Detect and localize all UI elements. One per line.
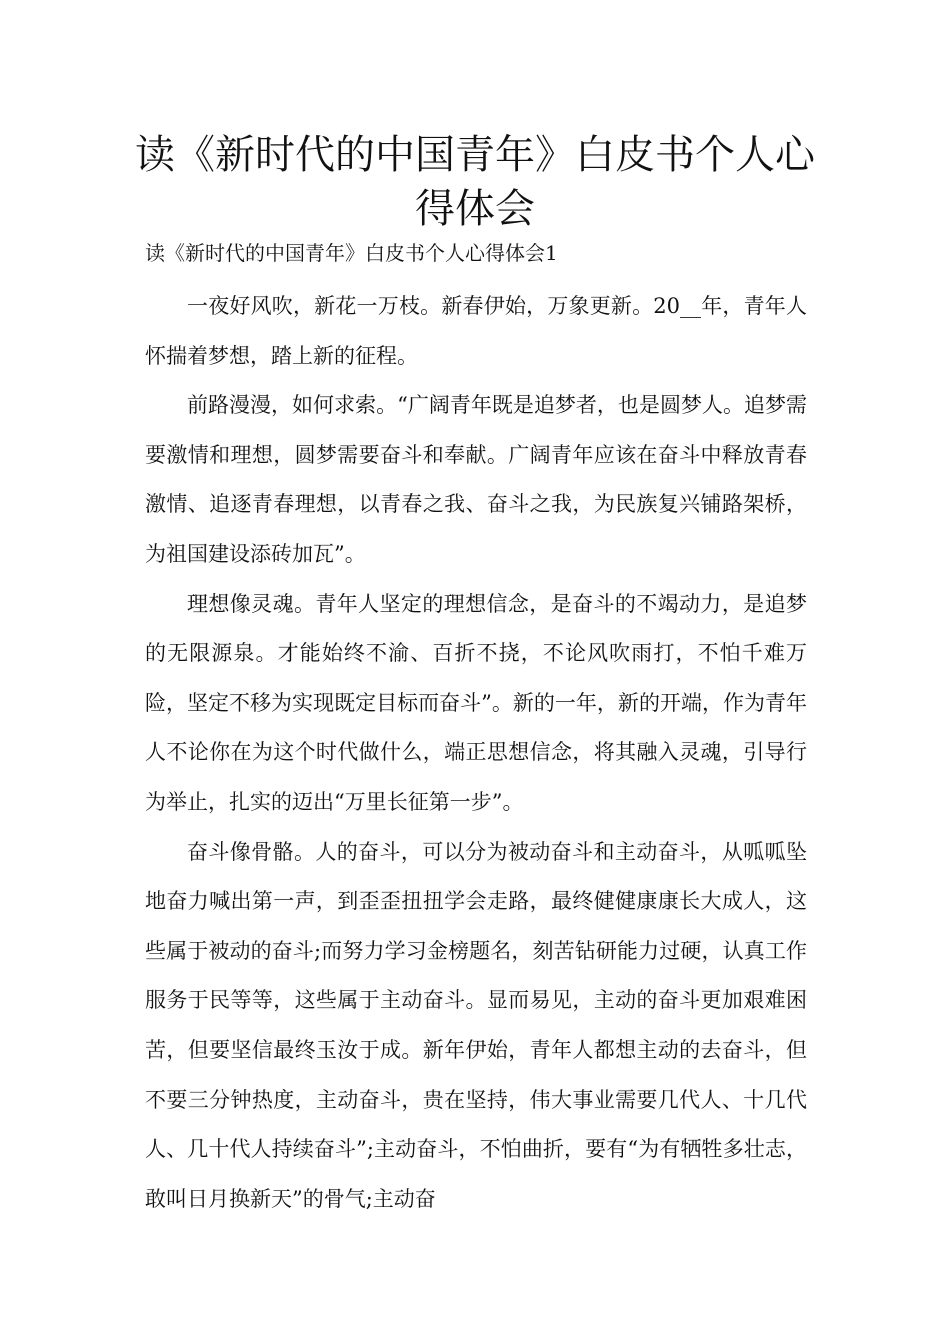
paragraph-1: 一夜好风吹，新花一万枝。新春伊始，万象更新。20__年，青年人怀揣着梦想，踏上新的征程。 (145, 294, 807, 368)
paragraph-4: 奋斗像骨骼。人的奋斗，可以分为被动奋斗和主动奋斗，从呱呱坠地奋力喊出第一声，到歪歪扭扭学会走路，最终健健康康长大成人，这些属于被动的奋斗;而努力学习金榜题名，刻苦钻研能力过硬，认真工作服务于民等等，这些属于主动奋斗。显而易见，主动的奋斗更加艰难困苦，但要坚信最终玉汝于成。新年伊始，青年人都想主动的去奋斗，但不要三分钟热度，主动奋斗，贵在坚持，伟大事业需要几代人、十几代人、几十代人持续奋斗”;主动奋斗，不怕曲折，要有“为有牺牲多壮志，敢叫日月换新天”的骨气;主动奋 (145, 839, 807, 1211)
document-title: 读《新时代的中国青年》白皮书个人心得体会 (135, 132, 815, 232)
body-text (145, 282, 807, 1224)
paragraph-3: 理想像灵魂。青年人坚定的理想信念，是奋斗的不竭动力，是追梦的无限源泉。才能始终不渝、百折不挠，不论风吹雨打，不怕千难万险，坚定不移为实现既定目标而奋斗”。新的一年，新的开端，作为青年人不论你在为这个时代做什么，端正思想信念，将其融入灵魂，引导行为举止，扎实的迈出“万里长征第一步”。 (145, 591, 807, 814)
paragraph-2: 前路漫漫，如何求索。“广阔青年既是追梦者，也是圆梦人。追梦需要激情和理想，圆梦需要奋斗和奉献。广阔青年应该在奋斗中释放青春激情、追逐青春理想，以青春之我、奋斗之我，为民族复兴铺路架桥，为祖国建设添砖加瓦”。 (145, 393, 807, 566)
section-heading: 读《新时代的中国青年》白皮书个人心得体会1 (145, 241, 558, 265)
